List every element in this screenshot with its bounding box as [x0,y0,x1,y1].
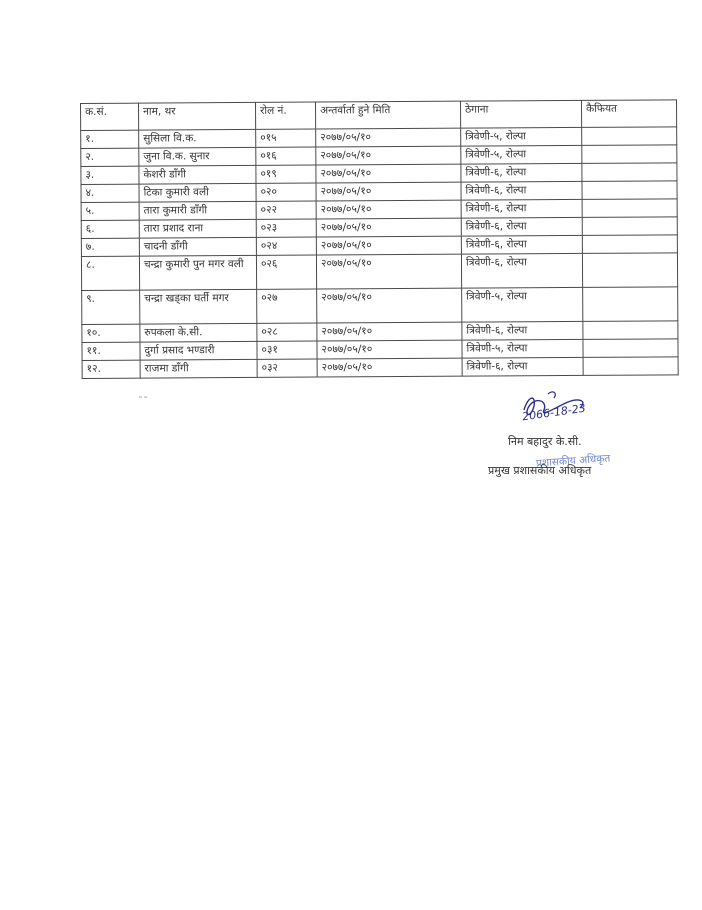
cell-name: चन्द्रा कुमारी पुन मगर वली [139,255,256,290]
candidate-list-table [80,99,679,379]
cell-roll: ०२० [256,183,316,201]
cell-address: त्रिवेणी-६, रोल्पा [462,321,583,340]
officer-name: निम बहादुर के.सी. [508,435,582,448]
cell-name: तारा कुमारी डाँगी [139,201,256,220]
cell-roll: ०२६ [256,255,316,289]
table-row [82,287,678,325]
cell-roll: ०१५ [256,129,316,147]
cell-interview-date: २०७७/०५/१० [317,322,462,341]
cell-interview-date: २०७७/०५/१० [316,218,461,237]
cell-address: त्रिवेणी-५, रोल्पा [461,127,582,146]
header-remarks: कैफियत [581,100,676,128]
cell-interview-date: २०७७/०५/१० [316,164,461,183]
signature-block [470,388,670,488]
cell-remarks [582,145,677,164]
cell-address: त्रिवेणी-६, रोल्पा [461,235,582,254]
cell-roll: ०२३ [256,219,316,237]
cell-interview-date: २०७७/०५/१० [317,358,462,377]
cell-interview-date: २०७७/०५/१० [316,146,461,165]
cell-remarks [582,235,677,254]
cell-name: राजमा डाँगी [140,359,257,378]
cell-serial: १०. [82,324,140,342]
cell-roll: ०१६ [256,147,316,165]
cell-remarks [582,217,677,236]
cell-address: त्रिवेणी-६, रोल्पा [462,357,583,376]
cell-remarks [583,339,678,358]
office-stamp: प्रशासकीय अधिकृत [535,452,611,470]
cell-address: त्रिवेणी-६, रोल्पा [461,217,582,236]
cell-remarks [582,163,677,182]
cell-address: त्रिवेणी-५, रोल्पा [461,145,582,164]
cell-serial: ११. [82,342,140,360]
scan-speck: ˜˜ [138,396,148,407]
table-row [81,253,677,291]
cell-interview-date: २०७७/०५/१० [317,340,462,359]
cell-serial: ६. [81,220,139,238]
cell-name: चादनी डाँगी [139,237,256,256]
header-name: नाम, थर [139,102,256,130]
officer-title: प्रमुख प्रशासकीय अधिकृत [488,464,592,477]
table-row [82,357,678,379]
cell-interview-date: २०७७/०५/१० [316,182,461,201]
cell-serial: ५. [81,202,139,220]
cell-name: चन्द्रा खड्का घर्ती मगर [140,289,257,324]
header-serial: क.सं. [81,103,139,130]
cell-interview-date: २०७७/०५/१० [316,236,461,255]
cell-address: त्रिवेणी-५, रोल्पा [462,287,583,322]
table-header-row [81,100,677,131]
cell-roll: ०२८ [257,323,317,341]
cell-remarks [582,127,677,146]
cell-serial: ३. [81,166,139,184]
table-body [81,127,679,379]
cell-name: तारा प्रशाद राना [139,219,256,238]
cell-name: रुपकला के.सी. [140,323,257,342]
cell-name: जुना वि.क. सुनार [139,147,256,166]
cell-remarks [583,287,678,322]
cell-roll: ०२४ [256,237,316,255]
cell-roll: ०१९ [256,165,316,183]
cell-interview-date: २०७७/०५/१० [317,288,462,323]
cell-remarks [582,199,677,218]
cell-remarks [583,357,678,376]
cell-serial: २. [81,148,139,166]
cell-name: केशरी डाँगी [139,165,256,184]
header-address: ठेगाना [460,100,581,128]
cell-roll: ०३१ [257,341,317,359]
cell-name: दुर्गा प्रसाद भण्डारी [140,341,257,360]
cell-serial: ४. [81,184,139,202]
cell-name: सुसिला वि.क. [139,129,256,148]
cell-roll: ०२७ [257,289,317,323]
cell-serial: १२. [82,360,140,378]
cell-remarks [582,253,677,288]
cell-interview-date: २०७७/०५/१० [316,128,461,147]
cell-address: त्रिवेणी-५, रोल्पा [462,339,583,358]
cell-address: त्रिवेणी-६, रोल्पा [461,199,582,218]
cell-serial: १. [81,130,139,148]
cell-address: त्रिवेणी-६, रोल्पा [461,253,582,288]
cell-roll: ०२२ [256,201,316,219]
cell-remarks [582,181,677,200]
cell-address: त्रिवेणी-६, रोल्पा [461,163,582,182]
cell-interview-date: २०७७/०५/१० [316,200,461,219]
cell-serial: ८. [81,256,139,290]
signature-handwritten-note: 2066-18-23 [521,401,587,424]
cell-roll: ०३२ [257,359,317,377]
cell-serial: ७. [81,238,139,256]
cell-remarks [583,321,678,340]
cell-address: त्रिवेणी-६, रोल्पा [461,181,582,200]
cell-name: टिका कुमारी वली [139,183,256,202]
cell-serial: ९. [82,290,140,324]
header-roll: रोल नं. [255,102,315,129]
cell-interview-date: २०७७/०५/१० [316,254,461,289]
header-interview-date: अन्तर्वार्ता हुने मिति [315,101,460,129]
